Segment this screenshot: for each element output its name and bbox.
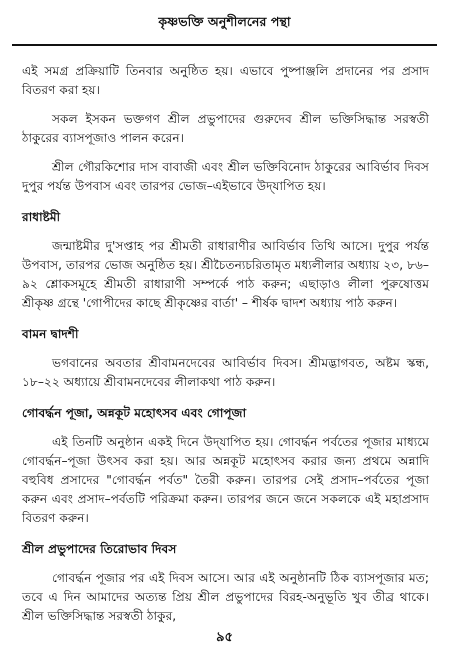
section-body-radhashtami: জন্মাষ্টমীর দু'সপ্তাহ পর শ্রীমতী রাধারাণীর আবির্ভাব তিথি আসে। দুপুর পর্যন্ত উপবাস, তারপর ভোজ অনুষ্ঠিত হয়। শ্রীচৈতন্যচরিতামৃত মধ্যলীলার অধ্যায় ২৩, ৮৬–৯২ শ্লোকসমূহে শ্রীমতী রাধারাণী সম্পর্কে পাঠ করুন; এছাড়াও লীলা পুরুষোত্তম শ্রীকৃষ্ণ গ্রন্থে 'গোপীদের কাছে শ্রীকৃষ্ণের বার্তা' – শীর্ষক দ্বাদশ অধ্যায় পাঠ করুন। — [22, 239, 429, 310]
section-body-vamana-dvadashi: ভগবানের অবতার শ্রীবামনদেবের আবির্ভাব দিবস। শ্রীমদ্ভাগবত, অষ্টম স্কন্ধ, ১৮–২২ অধ্যায়ে শ্রীবামনদেবের লীলাকথা পাঠ করুন। — [22, 356, 429, 389]
page-content — [22, 62, 429, 626]
header-rule — [12, 44, 437, 46]
running-header: কৃষ্ণভক্তি অনুশীলনের পন্থা — [158, 14, 291, 29]
page-number: ৯৫ — [216, 630, 233, 645]
paragraph-vyasa-puja: সকল ইসকন ভক্তগণ শ্রীল প্রভুপাদের গুরুদেব শ্রীল ভক্তিসিদ্ধান্ত সরস্বতী ঠাকুরের ব্যাসপূজাও পালন করেন। — [22, 112, 429, 145]
section-heading-prabhupada-disappearance: শ্রীল প্রভুপাদের তিরোভাব দিবস — [22, 542, 177, 556]
paragraph-appearance-days: শ্রীল গৌরকিশোর দাস বাবাজী এবং শ্রীল ভক্তিবিনোদ ঠাকুরের আবির্ভাব দিবস দুপুর পর্যন্ত উপবাস এবং তারপর ভোজ–এইভাবে উদ্‌যাপিত হয়। — [22, 160, 429, 193]
section-body-prabhupada-disappearance: গোবর্দ্ধন পূজার পর এই দিবস আসে। আর এই অনুষ্ঠানটি ঠিক ব্যাসপূজার মত; তবে এ দিন আমাদের অত্যন্ত প্রিয় শ্রীল প্রভুপাদের বিরহ-অনুভূতি খুব তীব্র থাকে। শ্রীল ভক্তিসিদ্ধান্ত সরস্বতী ঠাকুর, — [22, 571, 429, 623]
section-body-govardhana-puja: এই তিনটি অনুষ্ঠান একই দিনে উদ্‌যাপিত হয়। গোবর্দ্ধন পর্বতের পূজার মাধ্যমে গোবর্দ্ধন–পূজা উৎসব করা হয়। আর অন্নকূট মহোৎসব করার জন্য প্রথমে অন্নাদি বহুবিধ প্রসাদের "গোবর্দ্ধন পর্বত" তৈরী করুন। তারপর সেই প্রসাদ–পর্বতের পূজা করুন এবং প্রসাদ–পর্বতটি পরিক্রমা করুন। তারপর জনে জনে সকলকে এই মহাপ্রসাদ বিতরণ করুন। — [22, 435, 429, 525]
section-heading-vamana-dvadashi: বামন দ্বাদশী — [22, 327, 79, 341]
paragraph-intro: এই সমগ্র প্রক্রিয়াটি তিনবার অনুষ্ঠিত হয়। এভাবে পুষ্পাঞ্জলি প্রদানের পর প্রসাদ বিতরণ করা হয়। — [22, 64, 429, 97]
section-heading-govardhana-puja: গোবর্দ্ধন পূজা, অন্নকূট মহোৎসব এবং গোপূজা — [22, 406, 247, 420]
section-heading-radhashtami: রাধাষ্টমী — [22, 210, 61, 224]
